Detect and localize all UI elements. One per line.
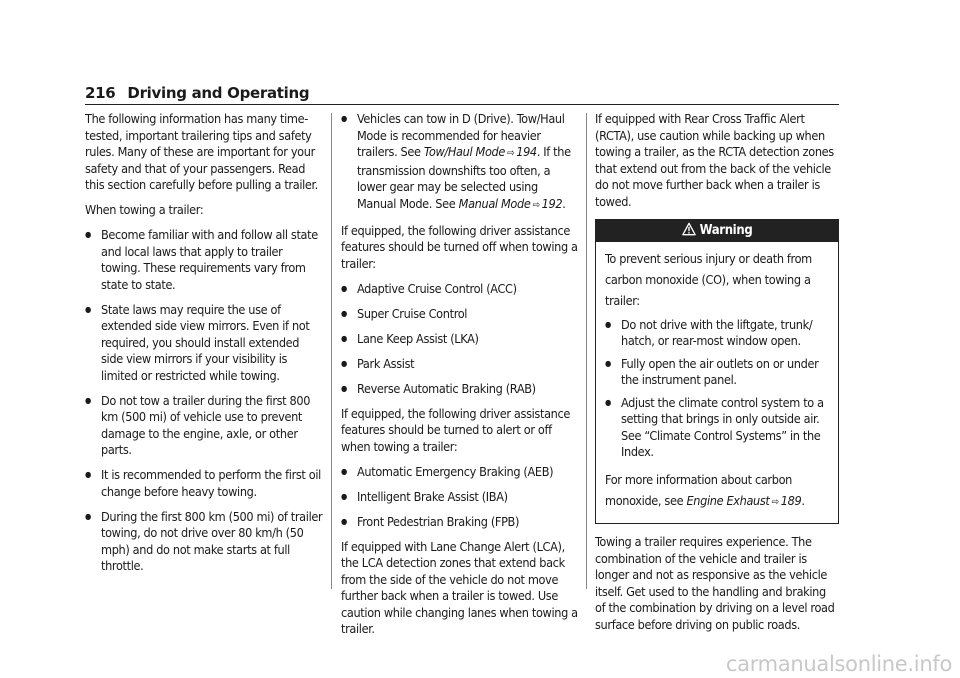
- towing-bullets: [85, 227, 323, 575]
- column-divider-1: [331, 113, 332, 589]
- page-ref-arrow-icon: ⇨: [507, 148, 515, 159]
- list-item: ● Park Assist: [341, 356, 579, 373]
- list-item: ● Intelligent Brake Assist (IBA): [341, 489, 579, 506]
- warning-title: Warning: [699, 222, 753, 238]
- page-ref-189[interactable]: 189: [780, 493, 802, 508]
- when-towing-label: When towing a trailer:: [85, 202, 204, 217]
- list-item: ● During the first 800 km (500 mi) of trailer towing, do not drive over 80 km/h (50 mph) and do not make starts at full throttle.: [85, 509, 323, 575]
- warning-body: [596, 242, 838, 524]
- watermark: carmanualsonline.info: [725, 652, 952, 676]
- list-item: ● Super Cruise Control: [341, 306, 579, 323]
- list-item: ● It is recommended to perform the first oil change before heavy towing.: [85, 467, 323, 500]
- page-ref-192[interactable]: 192: [541, 195, 563, 211]
- page-ref-arrow-icon: ⇨: [771, 497, 779, 508]
- warning-icon: [682, 222, 696, 236]
- manual-mode-link[interactable]: Manual Mode: [458, 195, 531, 211]
- page-ref-arrow-icon: ⇨: [532, 199, 540, 211]
- warning-box: [595, 219, 839, 525]
- list-item: ● Become familiar with and follow all state and local laws that apply to trailer towing. These requirements vary from state to state.: [85, 227, 323, 293]
- column-3: [595, 111, 839, 642]
- warning-more-info: [605, 469, 829, 513]
- text: .: [801, 493, 805, 508]
- list-item: ● Automatic Emergency Braking (AEB): [341, 464, 579, 481]
- page-number: 216: [85, 84, 116, 102]
- column-1: [85, 111, 323, 583]
- text: Vehicles can tow in D (Drive). Tow/Haul Mode is recommended for heavier trailers. See: [357, 111, 565, 159]
- turn-off-list: [341, 281, 579, 398]
- list-item: ● Adjust the climate control system to a setting that brings in only outside air. See “Climate Control Systems” in the Index.: [605, 395, 829, 461]
- text: . If the transmission downshifts too often, a lower gear may be selected using Manual Mode. See: [357, 144, 571, 211]
- warning-bullets: [605, 317, 829, 461]
- header-rule: [85, 104, 839, 105]
- drive-bullet-list: [341, 111, 579, 214]
- warning-header: [596, 220, 838, 242]
- list-item: [341, 111, 579, 214]
- lca-paragraph: If equipped with Lane Change Alert (LCA), the LCA detection zones that extend back from the side of the vehicle do not move further back when a trailer is towed. Use caution while changing lanes when towing a trailer.: [341, 538, 578, 636]
- list-item: ● State laws may require the use of extended side view mirrors. Even if not required, you should install extended side view mirrors if your visibility is limited or restricted while towing.: [85, 302, 323, 385]
- section-title: Driving and Operating: [127, 84, 310, 102]
- list-item: ● Adaptive Cruise Control (ACC): [341, 281, 579, 298]
- list-item: ● Do not drive with the liftgate, trunk/ hatch, or rear-most window open.: [605, 317, 829, 350]
- intro-paragraph: The following information has many time-tested, important trailering tips and safety rules. Many of these are important for your safety and that of your passengers. Read this section carefully before pulling a trailer.: [85, 111, 318, 192]
- alert-intro: If equipped, the following driver assistance features should be turned to alert or off when towing a trailer:: [341, 405, 570, 454]
- list-item: ● Front Pedestrian Braking (FPB): [341, 514, 579, 531]
- list-item: ● Reverse Automatic Braking (RAB): [341, 381, 579, 398]
- page-header: [85, 83, 839, 103]
- column-2: [341, 111, 579, 646]
- warning-intro: To prevent serious injury or death from carbon monoxide (CO), when towing a trailer:: [605, 250, 812, 308]
- alert-list: [341, 464, 579, 531]
- page-ref-194[interactable]: 194: [516, 144, 537, 159]
- engine-exhaust-link[interactable]: Engine Exhaust: [686, 493, 770, 508]
- tow-haul-mode-link[interactable]: Tow/Haul Mode: [423, 144, 506, 159]
- list-item: ● Fully open the air outlets on or under the instrument panel.: [605, 356, 829, 389]
- text: For more information about carbon monoxide, see: [605, 472, 792, 508]
- turn-off-intro: If equipped, the following driver assistance features should be turned off when towing a trailer:: [341, 222, 578, 271]
- list-item: ● Lane Keep Assist (LKA): [341, 331, 579, 348]
- list-item: ● Do not tow a trailer during the first 800 km (500 mi) of vehicle use to prevent damage to the engine, axle, or other parts.: [85, 393, 323, 459]
- rcta-paragraph: If equipped with Rear Cross Traffic Alert (RCTA), use caution while backing up when towing a trailer, as the RCTA detection zones that extend out from the back of the vehicle do not move further back when a trailer is towed.: [595, 111, 834, 209]
- experience-paragraph: Towing a trailer requires experience. The combination of the vehicle and trailer is longer and not as responsive as the vehicle itself. Get used to the handling and braking of the combination by driving on a level road surface before driving on public roads.: [595, 534, 835, 632]
- column-divider-2: [586, 113, 587, 589]
- text: .: [562, 195, 566, 211]
